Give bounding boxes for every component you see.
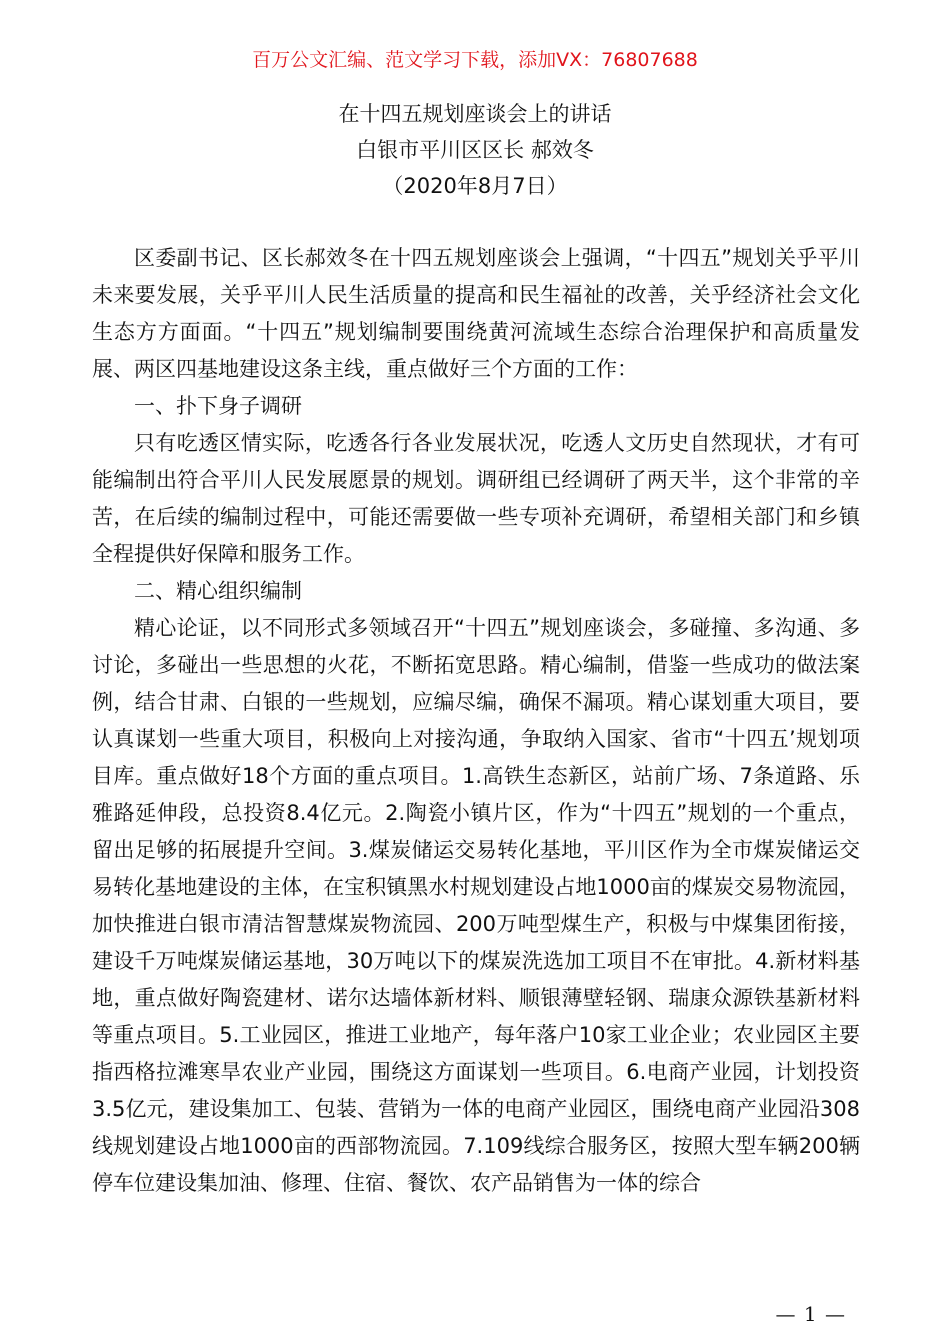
header-note: 百万公文汇编、范文学习下载，添加VX：76807688 [252, 49, 698, 71]
document-title: 在十四五规划座谈会上的讲话 [338, 102, 612, 126]
section-paragraph-2: 精心论证，以不同形式多领域召开“十四五”规划座谈会，多碰撞、多沟通、多讨论，多碰出一些思想的火花，不断拓宽思路。精心编制，借鉴一些成功的做法案例，结合甘肃、白银的一些规划，应编尽编，确保不漏项。精心谋划重大项目，要认真谋划一些重大项目，积极向上对接沟通，争取纳入国家、省市“十四五’规划项目库。重点做好18个方面的重点项目。1.高铁生态新区，站前广场、7条道路、乐雅路延伸段，总投资8.4亿元。2.陶瓷小镇片区，作为“十四五”规划的一个重点，留出足够的拓展提升空间。3.煤炭储运交易转化基地，平川区作为全市煤炭储运交易转化基地建设的主体，在宝积镇黑水村规划建设占地1000亩的煤炭交易物流园，加快推进白银市清洁智慧煤炭物流园、200万吨型煤生产，积极与中煤集团衔接，建设千万吨煤炭储运基地，30万吨以下的煤炭洗选加工项目不在审批。4.新材料基地，重点做好陶瓷建材、诺尔达墙体新材料、顺银薄壁轻钢、瑞康众源铁基新材料等重点项目。5.工业园区，推进工业地产，每年落户10家工业企业；农业园区主要指西格拉滩寒旱农业产业园，围绕这方面谋划一些项目。6.电商产业园，计划投资3.5亿元，建设集加工、包装、营销为一体的电商产业园区，围绕电商产业园沿308线规划建设占地1000亩的西部物流园。7.109线综合服务区，按照大型车辆200辆停车位建设集加油、修理、住宿、餐饮、农产品销售为一体的综合 [92, 616, 860, 1195]
section-heading-2: 二、精心组织编制 [134, 579, 302, 603]
section-heading-1: 一、扑下身子调研 [134, 394, 302, 418]
section-paragraph-1: 只有吃透区情实际，吃透各行各业发展状况，吃透人文历史自然现状，才有可能编制出符合平川人民发展愿景的规划。调研组已经调研了两天半，这个非常的辛苦，在后续的编制过程中，可能还需要做一些专项补充调研，希望相关部门和乡镇全程提供好保障和服务工作。 [92, 431, 860, 566]
body-text [92, 240, 860, 1202]
date-line: （2020年8月7日） [382, 174, 568, 198]
intro-paragraph: 区委副书记、区长郝效冬在十四五规划座谈会上强调，“十四五”规划关乎平川未来要发展，关乎平川人民生活质量的提高和民生福祉的改善，关乎经济社会文化生态方方面面。“十四五”规划编制要围绕黄河流域生态综合治理保护和高质量发展、两区四基地建设这条主线，重点做好三个方面的工作： [92, 246, 860, 381]
page-number: — 1 — [775, 1302, 846, 1326]
speaker-line: 白银市平川区区长 郝效冬 [356, 138, 594, 162]
title-block [0, 96, 950, 204]
